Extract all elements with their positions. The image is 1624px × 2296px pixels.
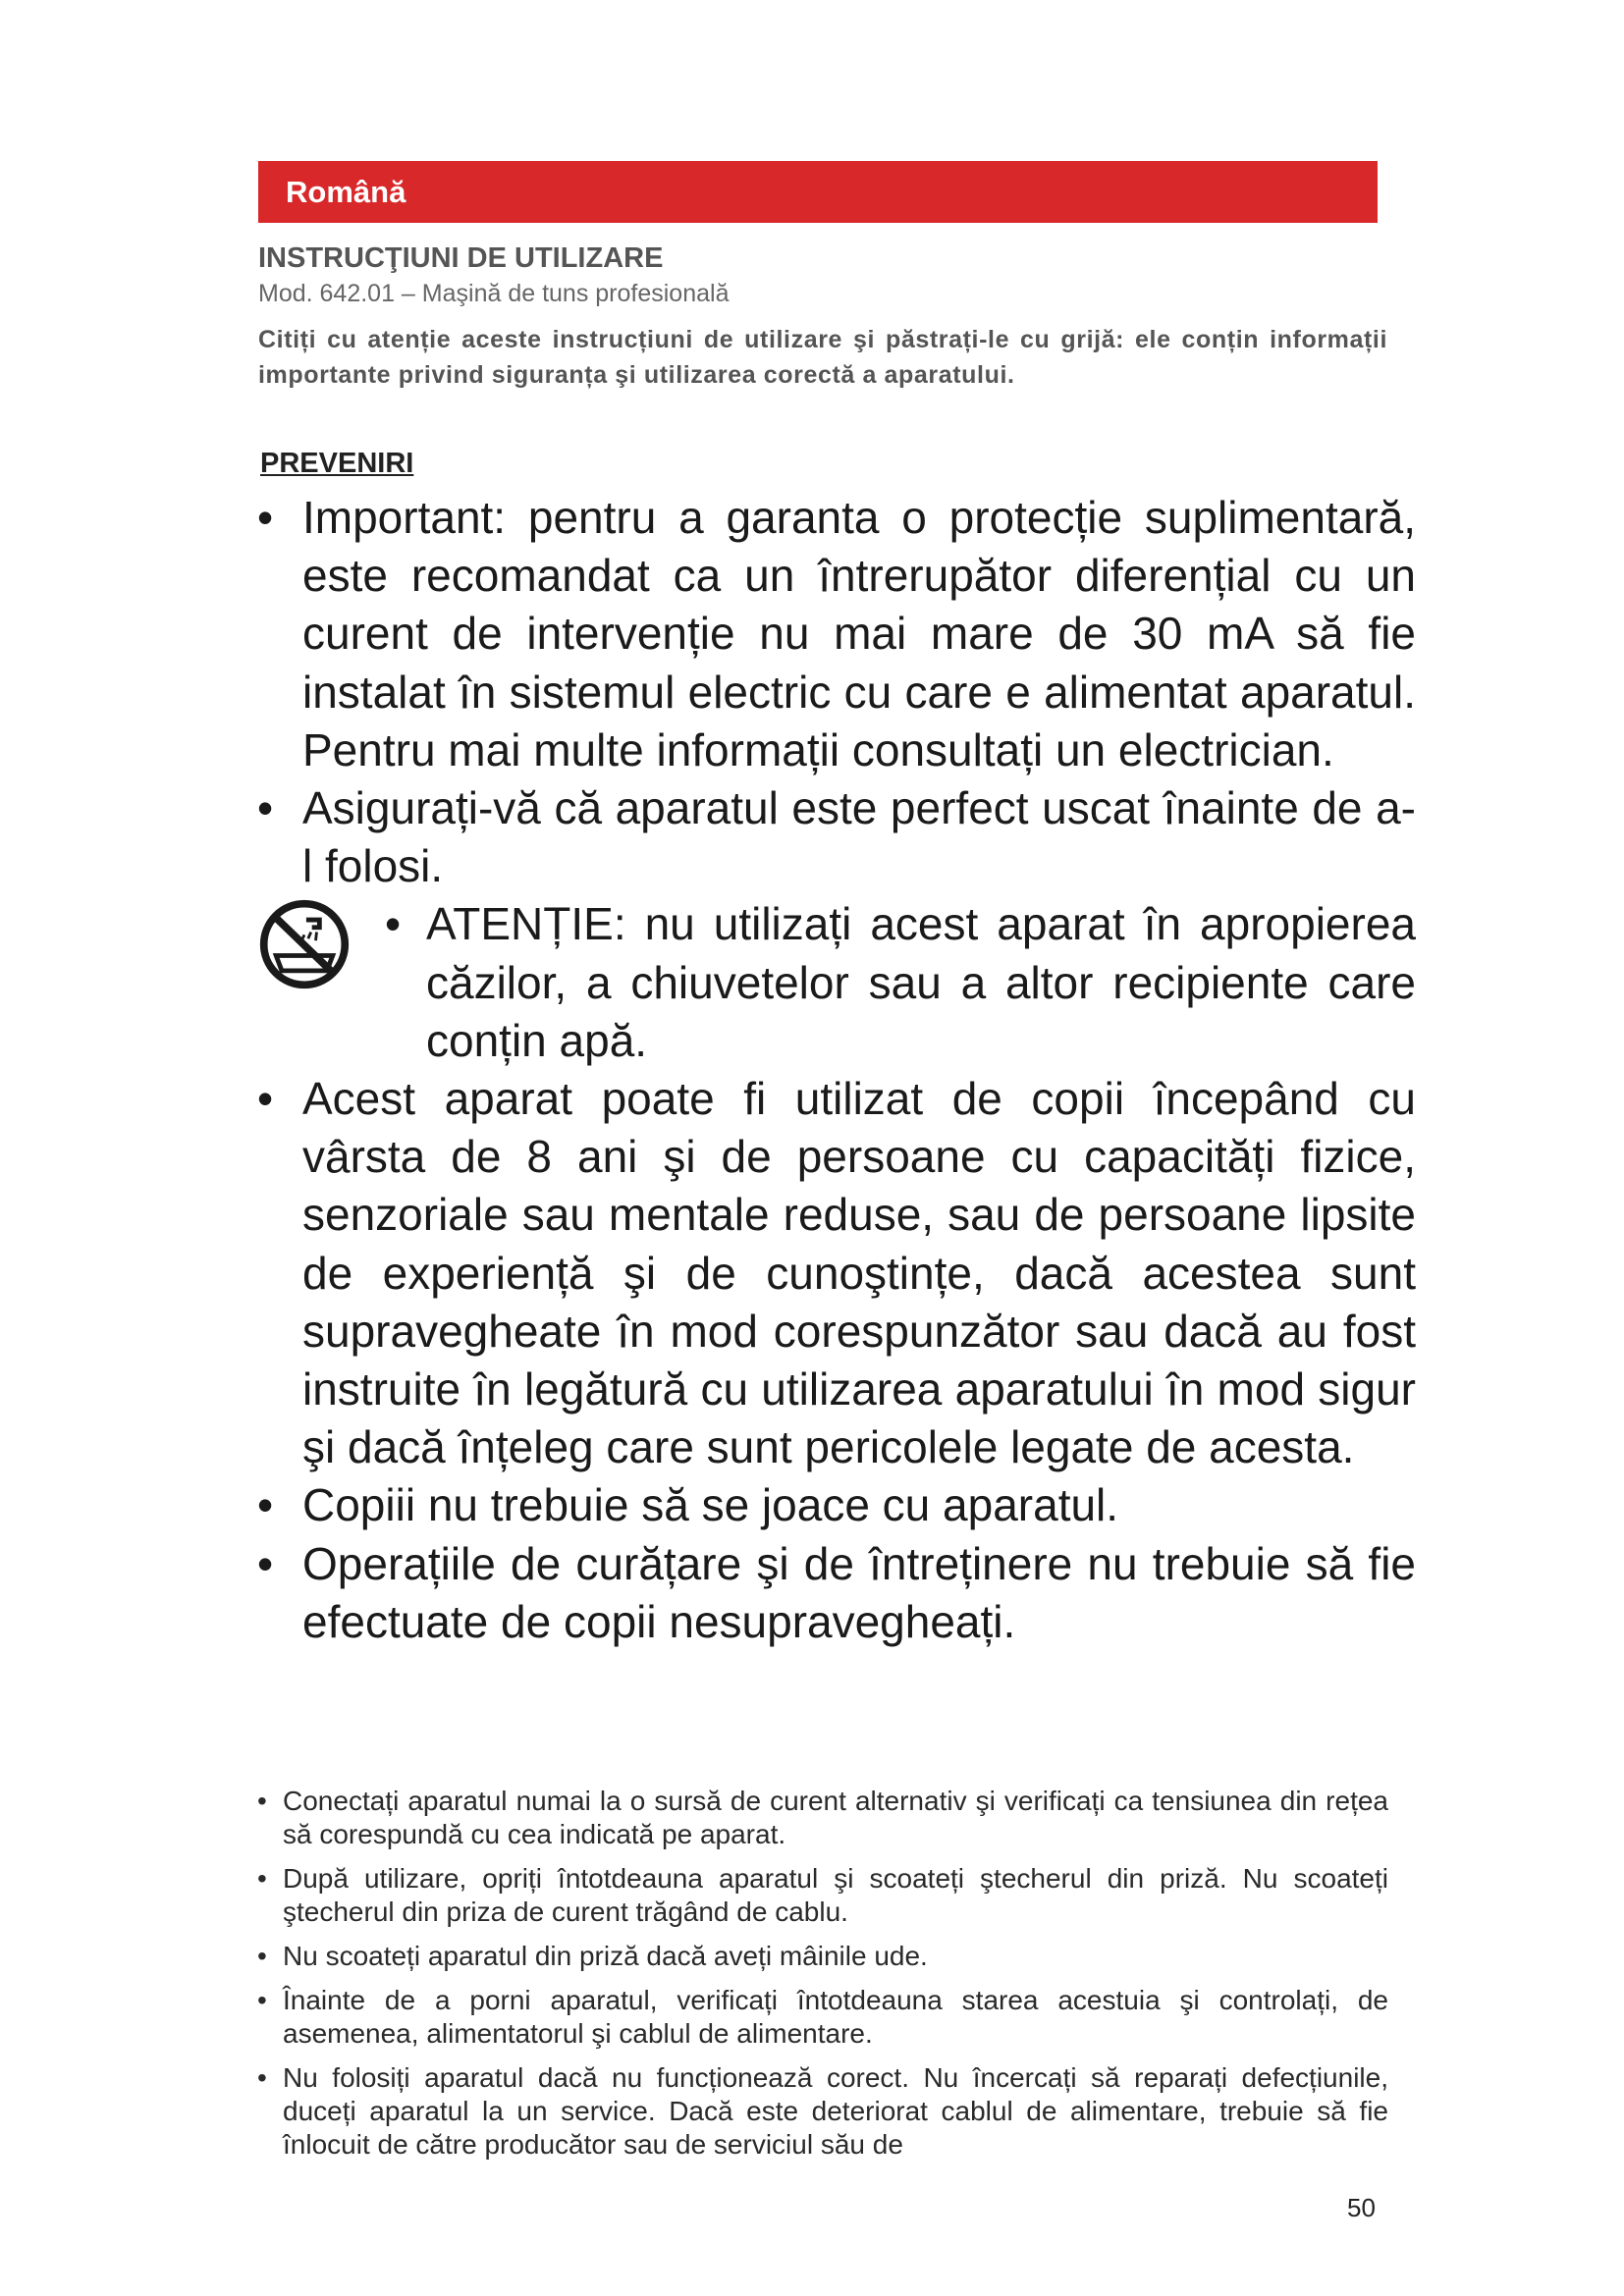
list-item-text: Copiii nu trebuie să se joace cu aparatul.	[302, 1479, 1119, 1531]
list-item-text: Nu scoateți aparatul din priză dacă aveți mâinile ude.	[283, 1941, 928, 1971]
list-item	[257, 2061, 1388, 2162]
bullet: •	[257, 2062, 267, 2093]
bullet: •	[257, 1073, 274, 1125]
list-item-text: ATENȚIE: nu utilizați acest aparat în apropierea căzilor, a chiuvetelor sau a altor recipiente care conțin apă.	[426, 898, 1416, 1066]
list-item-text: Operațiile de curățare şi de întreținere nu trebuie să fie efectuate de copii nesupravegheați.	[302, 1537, 1416, 1647]
warnings-list-small	[257, 1785, 1388, 2172]
language-banner	[258, 161, 1378, 223]
list-item-text: După utilizare, opriți întotdeauna aparatul şi scoateți ştecherul din priză. Nu scoateți ştecherul din priza de curent trăgând de cablu.	[283, 1863, 1388, 1927]
bullet: •	[385, 898, 402, 950]
warnings-list-large	[257, 489, 1416, 1651]
bullet: •	[257, 1863, 267, 1894]
list-item	[257, 1862, 1388, 1929]
bullet: •	[257, 782, 274, 834]
list-item	[257, 1785, 1388, 1851]
list-item	[257, 779, 1416, 895]
section-heading: PREVENIRI	[260, 448, 414, 479]
list-item-text: Acest aparat poate fi utilizat de copii începând cu vârsta de 8 ani şi de persoane cu capacități fizice, senzoriale sau mentale reduse, sau de persoane lipsite de experiență şi de cunoştințe, dacă acestea sunt supravegheate în mod corespunzător sau dacă au fost instruite în legătură cu utilizarea aparatului în mod sigur şi dacă înțeleg care sunt pericolele legate de acesta.	[302, 1073, 1416, 1473]
language-label: Română	[286, 175, 406, 209]
list-item-warning	[257, 895, 1416, 1070]
bullet: •	[257, 1985, 267, 2015]
list-item	[257, 1476, 1416, 1534]
list-item-text: Asigurați-vă că aparatul este perfect uscat înainte de a-l folosi.	[302, 782, 1416, 892]
document-title: INSTRUCŢIUNI DE UTILIZARE	[258, 242, 664, 274]
list-item	[257, 1070, 1416, 1476]
list-item-text: Important: pentru a garanta o protecție suplimentară, este recomandat ca un întrerupător diferențial cu un curent de intervenție nu mai mare de 30 mA să fie instalat în sistemul electric cu care e alimentat aparatul. Pentru mai multe informații consultați un electrician.	[302, 492, 1416, 775]
list-item	[257, 1984, 1388, 2051]
bullet: •	[257, 492, 274, 543]
bullet: •	[257, 1479, 274, 1531]
bullet: •	[257, 1941, 267, 1971]
bullet: •	[257, 1786, 267, 1816]
list-item	[257, 1940, 1388, 1973]
list-item	[257, 1535, 1416, 1651]
model-subtitle: Mod. 642.01 – Maşină de tuns profesională	[258, 280, 730, 307]
list-item-text: Înainte de a porni aparatul, verificați întotdeauna starea acestuia şi controlați, de asemenea, alimentatorul şi cablul de alimentare.	[283, 1985, 1388, 2049]
no-water-warning-icon	[257, 897, 352, 991]
list-item-text: Nu folosiți aparatul dacă nu funcționează corect. Nu încercați să reparați defecțiunile, duceți aparatul la un service. Dacă este deteriorat cablul de alimentare, trebuie să fie înlocuit de către producător sau de serviciul său de	[283, 2062, 1388, 2160]
list-item	[257, 489, 1416, 779]
bullet: •	[257, 1537, 274, 1589]
page-number: 50	[1347, 2193, 1376, 2222]
intro-paragraph: Citiți cu atenție aceste instrucțiuni de utilizare şi păstrați-le cu grijă: ele conțin informații importante privind siguranța şi utilizarea corectă a aparatului.	[258, 326, 1387, 389]
list-item-text: Conectați aparatul numai la o sursă de curent alternativ şi verificați ca tensiunea din rețea să corespundă cu cea indicată pe aparat.	[283, 1786, 1388, 1849]
